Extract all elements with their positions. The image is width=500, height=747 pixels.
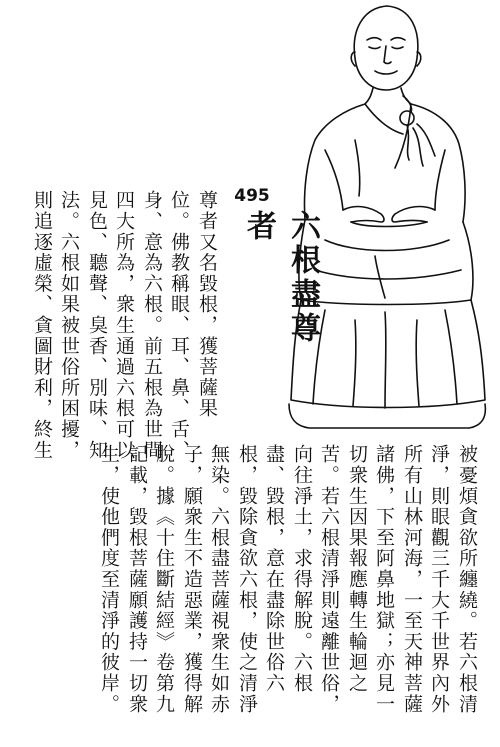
text-column: 子，願衆生不造惡業，獲得解 bbox=[181, 444, 203, 715]
entry-title: 六根盡尊者 bbox=[241, 210, 320, 346]
text-column: 所有山林河海，一至天神菩薩 bbox=[401, 444, 423, 715]
text-column: 根，毀除貪欲六根，使之清淨 bbox=[236, 444, 258, 715]
text-column: 尊者又名毀根，獲菩薩果 bbox=[196, 190, 218, 419]
text-column: 苦。若六根清淨則遠離世俗， bbox=[318, 444, 340, 715]
text-column: 記載，毀根菩薩願護持一切衆 bbox=[126, 444, 148, 715]
text-column: 位。佛教稱眼、耳、鼻、舌、 bbox=[168, 190, 190, 461]
text-column: 被憂煩貪欲所纏繞。若六根清 bbox=[456, 444, 478, 715]
text-column: 切衆生因果報應轉生輪迴之 bbox=[346, 444, 368, 694]
text-column: 見色、聽聲、臭香、別味、知 bbox=[86, 190, 108, 461]
text-column: 向往淨土，求得解脫。六根 bbox=[291, 444, 313, 694]
entry-title-block bbox=[232, 186, 320, 366]
text-column: 生，使他們度至清淨的彼岸。 bbox=[98, 444, 120, 715]
text-column: 盡、毀根，意在盡除世俗六 bbox=[263, 444, 285, 694]
text-column: 脫。據《十住斷結經》卷第九 bbox=[153, 444, 175, 715]
text-column: 法。六根如果被世俗所困擾， bbox=[58, 190, 80, 461]
text-column: 身、意為六根。前五根為世間 bbox=[141, 190, 163, 461]
text-column: 四大所為，衆生通過六根可以 bbox=[113, 190, 135, 461]
text-column: 淨，則眼觀三千大千世界內外 bbox=[428, 444, 450, 715]
text-column: 則追逐虛榮、貪圖財利，終生 bbox=[31, 190, 53, 461]
entry-number: 495 bbox=[234, 186, 270, 206]
text-column: 無染。六根盡菩薩視衆生如赤 bbox=[208, 444, 230, 715]
text-column: 諸佛，下至阿鼻地獄；亦見一 bbox=[373, 444, 395, 715]
